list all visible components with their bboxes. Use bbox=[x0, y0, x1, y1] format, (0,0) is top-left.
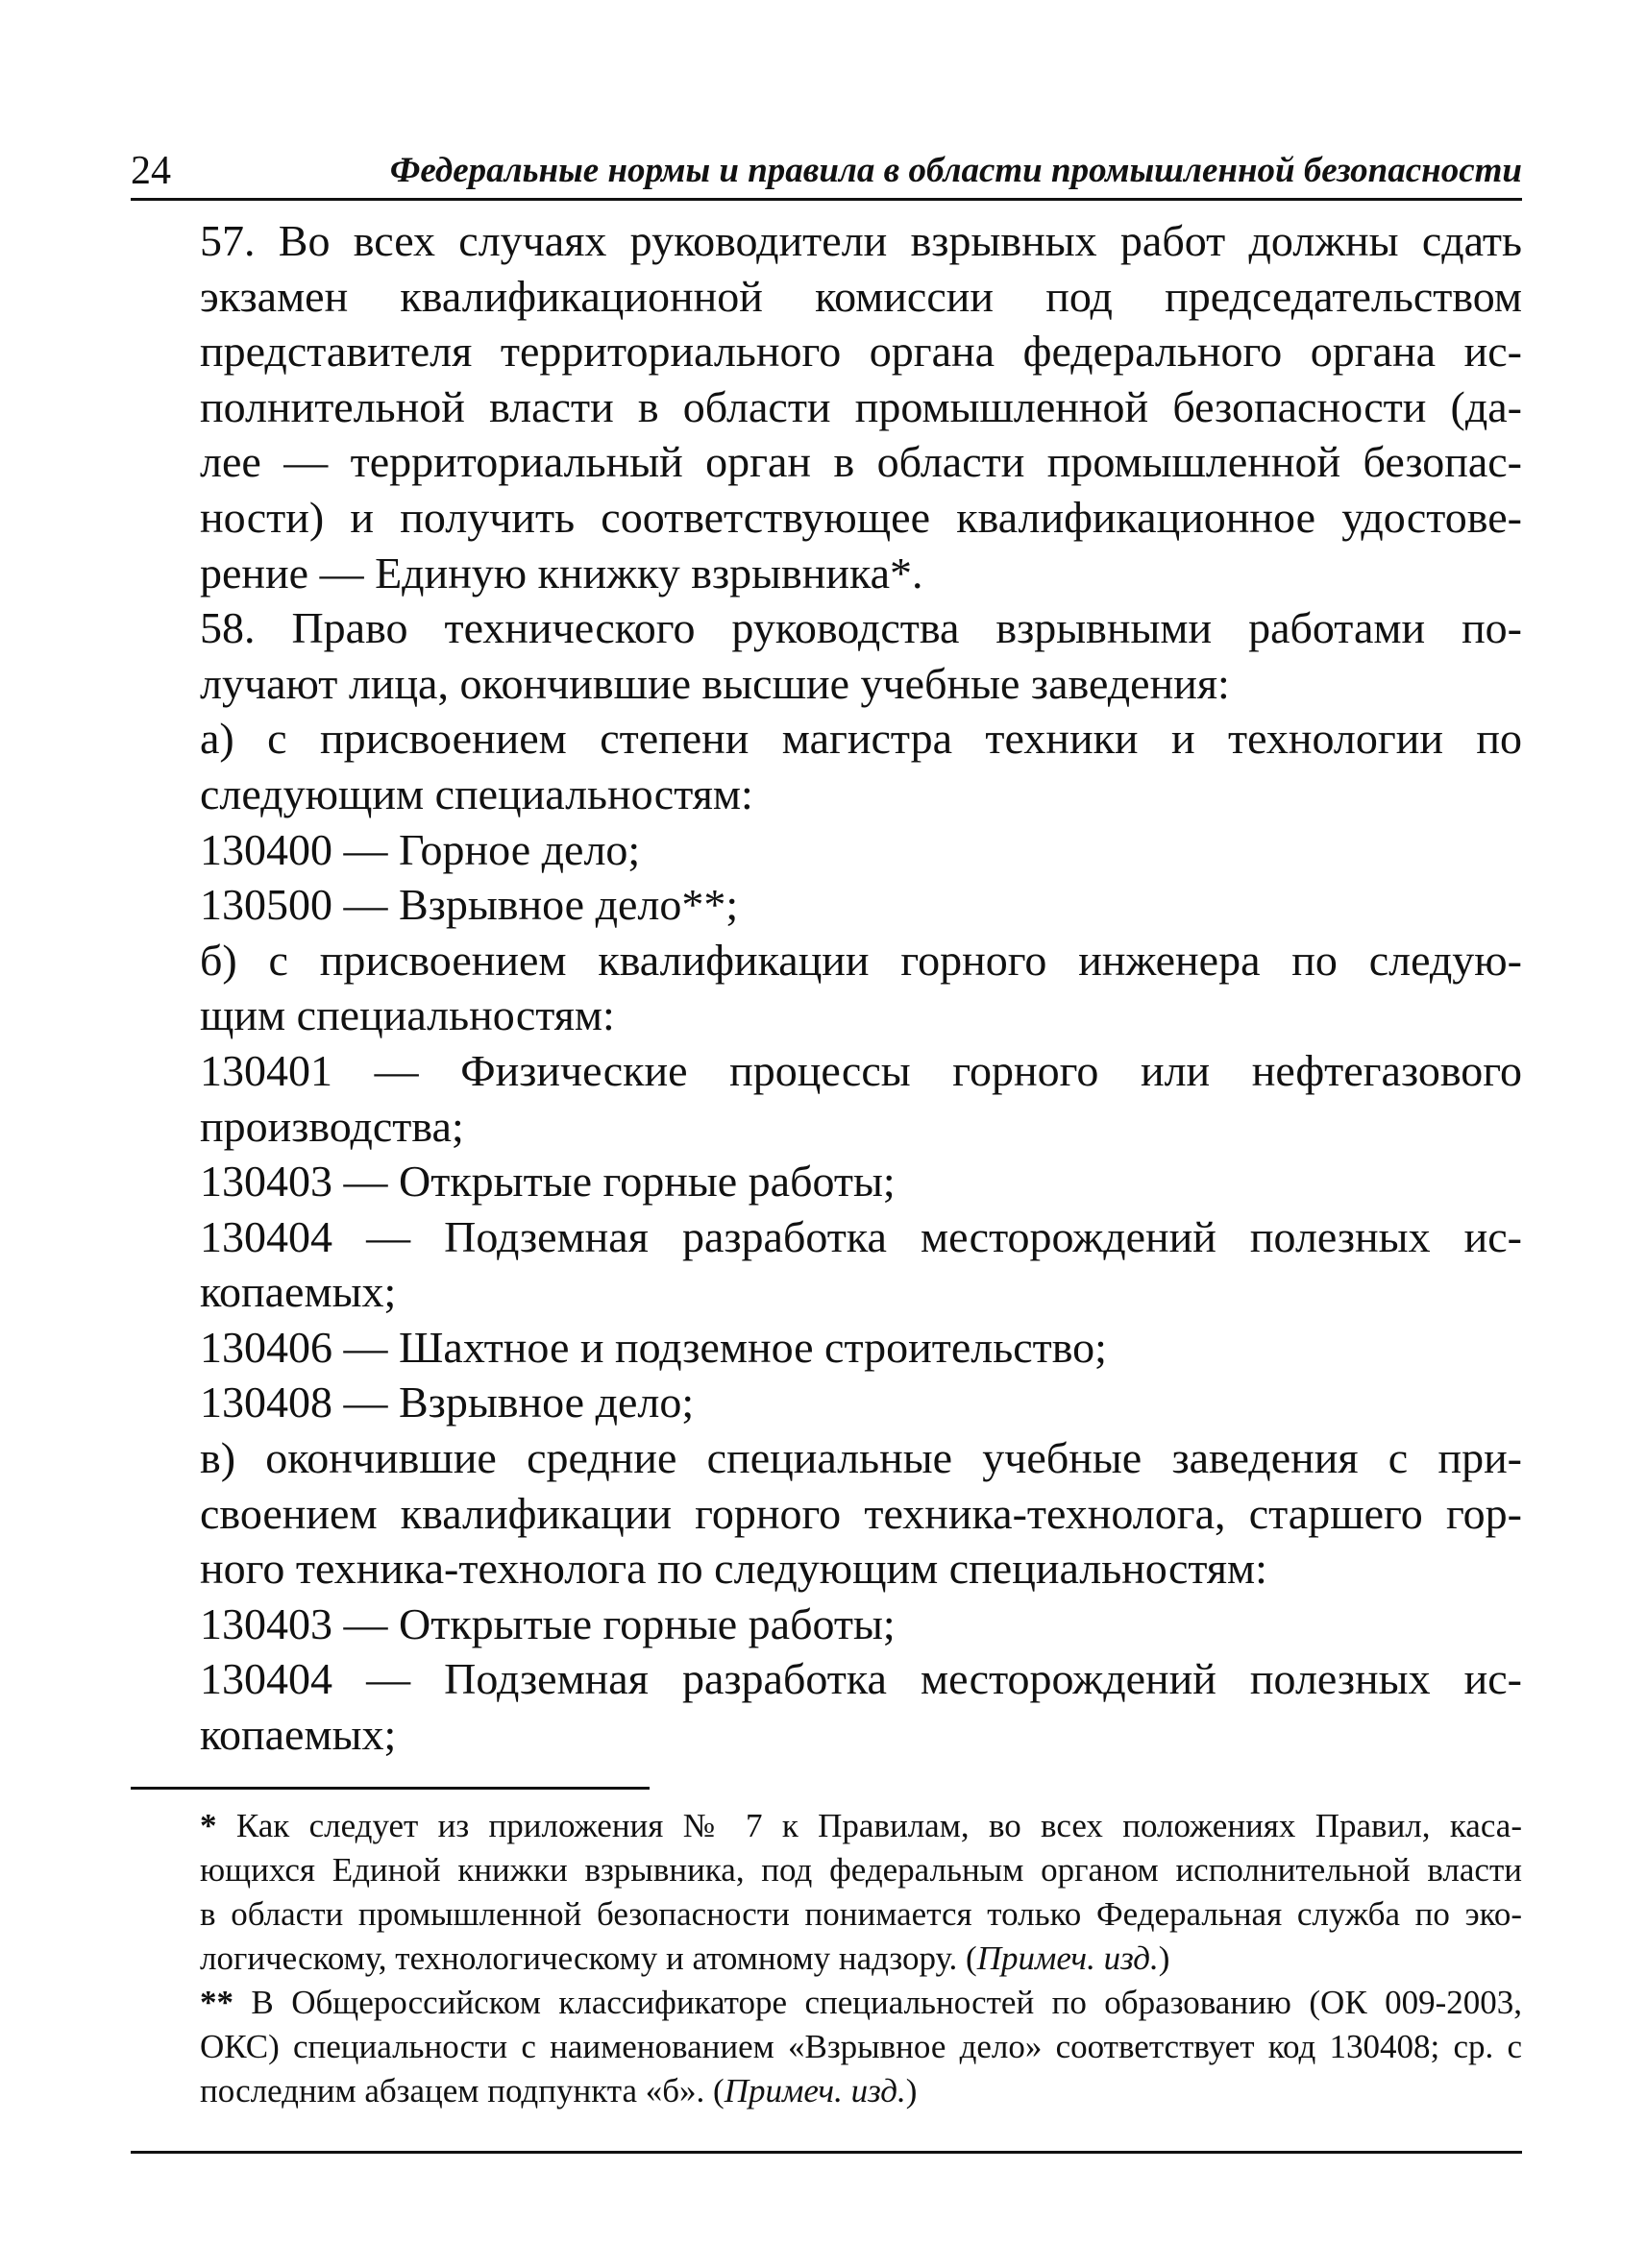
footnote-2 bbox=[131, 1981, 1522, 2113]
footnote-line: в области промышленной безопасности понимается только Федеральная служба по эко- bbox=[200, 1895, 1522, 1933]
bottom-rule bbox=[131, 2151, 1522, 2154]
footnote-line bbox=[131, 1937, 1522, 1981]
specialty-130408 bbox=[131, 1375, 1522, 1430]
text-line: лее — территориальный орган в области промышленной безопас- bbox=[200, 437, 1522, 487]
footnote-line bbox=[131, 1981, 1522, 2025]
footnote-line bbox=[131, 1804, 1522, 1848]
specialty-130400 bbox=[131, 822, 1522, 878]
footnote-text: последним абзацем подпункта «б». ( bbox=[200, 2072, 725, 2109]
paragraph-57 bbox=[131, 213, 1522, 600]
text-line: копаемых; bbox=[200, 1710, 397, 1760]
specialty-130404 bbox=[131, 1209, 1522, 1320]
text-line: 57. Во всех случаях руководители взрывных работ должны сдать bbox=[200, 216, 1522, 265]
page-number: 24 bbox=[131, 149, 171, 193]
text-line: рение — Единую книжку взрывника*. bbox=[200, 548, 923, 597]
specialty-130500 bbox=[131, 877, 1522, 933]
text-line: 130406 — Шахтное и подземное строительство; bbox=[200, 1322, 1107, 1372]
editor-note: Примеч. изд. bbox=[976, 1939, 1159, 1977]
specialty-130406 bbox=[131, 1320, 1522, 1376]
footnote-text: ) bbox=[1158, 1939, 1170, 1977]
footnote-line bbox=[131, 2069, 1522, 2113]
text-line: 130403 — Открытые горные работы; bbox=[200, 1157, 896, 1207]
specialty-130404-secondary bbox=[131, 1651, 1522, 1762]
text-line: производства; bbox=[200, 1101, 464, 1151]
specialty-130403-secondary bbox=[131, 1597, 1522, 1652]
body-text bbox=[131, 213, 1522, 1763]
footnotes bbox=[131, 1804, 1522, 2113]
text-line: ного техника-технолога по следующим специальностям: bbox=[200, 1544, 1267, 1594]
footnote-line: ОКС) специальности с наименованием «Взрывное дело» соответствует код 130408; ср. с bbox=[200, 2028, 1522, 2065]
text-line: полнительной власти в области промышленной безопасности (да- bbox=[200, 381, 1522, 431]
text-line: 130400 — Горное дело; bbox=[200, 824, 641, 874]
item-b bbox=[131, 933, 1522, 1043]
footnote-text: логическому, технологическому и атомному надзору. ( bbox=[200, 1939, 977, 1977]
running-title: Федеральные нормы и правила в области промышленной безопасности bbox=[389, 151, 1522, 190]
text-line: 130408 — Взрывное дело; bbox=[200, 1378, 695, 1427]
text-line: 130500 — Взрывное дело**; bbox=[200, 880, 739, 930]
text-line: экзамен квалификационной комиссии под председательством bbox=[200, 271, 1522, 321]
footnote-mark: * bbox=[200, 1807, 217, 1844]
text-line: копаемых; bbox=[200, 1267, 397, 1317]
text-line: 130404 — Подземная разработка месторождений полезных ис- bbox=[200, 1654, 1522, 1704]
text-line: 130403 — Открытые горные работы; bbox=[200, 1598, 896, 1648]
editor-note: Примеч. изд. bbox=[724, 2072, 906, 2109]
item-v bbox=[131, 1430, 1522, 1597]
text-line: б) с присвоением квалификации горного инженера по следую- bbox=[200, 935, 1522, 985]
text-line: щим специальностям: bbox=[200, 990, 615, 1040]
paragraph-58 bbox=[131, 600, 1522, 711]
footnote-text: ) bbox=[905, 2072, 918, 2109]
specialty-130401 bbox=[131, 1043, 1522, 1154]
text-line: 130401 — Физические процессы горного или нефтегазового bbox=[200, 1045, 1522, 1095]
footnote-text: В Общероссийском классификаторе специальностей по образованию (ОК 009-2003, bbox=[233, 1984, 1522, 2021]
text-line: в) окончившие средние специальные учебные заведения с при- bbox=[200, 1433, 1522, 1483]
item-a bbox=[131, 711, 1522, 821]
text-line: лучают лица, окончившие высшие учебные заведения: bbox=[200, 658, 1230, 708]
footnote-line: ющихся Единой книжки взрывника, под федеральным органом исполнительной власти bbox=[200, 1851, 1522, 1889]
specialty-130403 bbox=[131, 1154, 1522, 1209]
text-line: представителя территориального органа федерального органа ис- bbox=[200, 327, 1522, 377]
text-line: следующим специальностям: bbox=[200, 768, 753, 818]
text-line: а) с присвоением степени магистра техники и технологии по bbox=[200, 714, 1522, 764]
footnote-separator bbox=[131, 1787, 650, 1790]
running-head bbox=[131, 144, 1522, 201]
footnote-text: Как следует из приложения № 7 к Правилам, во всех положениях Правил, каса- bbox=[216, 1807, 1522, 1844]
footnote-mark: ** bbox=[200, 1984, 233, 2021]
text-line: своением квалификации горного техника-технолога, старшего гор- bbox=[200, 1488, 1522, 1538]
text-line: 130404 — Подземная разработка месторождений полезных ис- bbox=[200, 1211, 1522, 1261]
text-line: ности) и получить соответствующее квалификационное удостове- bbox=[200, 492, 1522, 542]
footnote-1 bbox=[131, 1804, 1522, 1981]
text-line: 58. Право технического руководства взрывными работами по- bbox=[200, 603, 1522, 653]
